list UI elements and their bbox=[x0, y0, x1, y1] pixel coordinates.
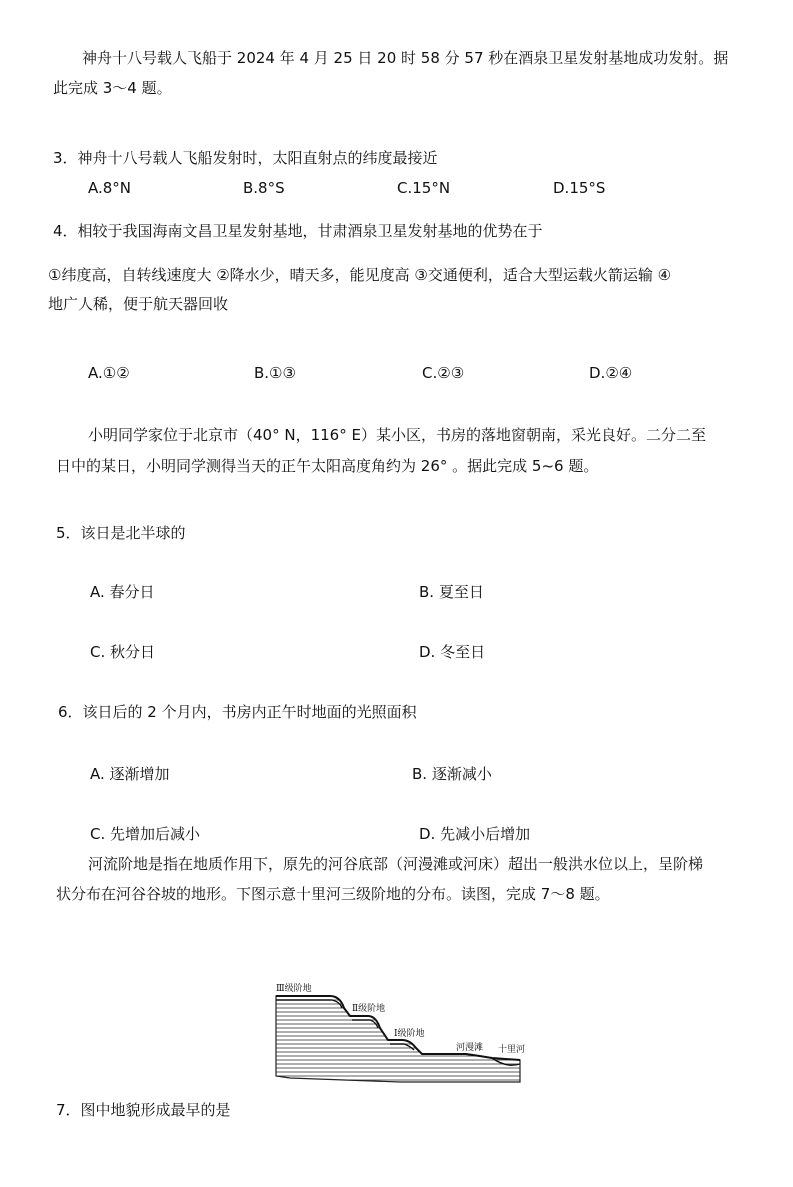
river-terrace-figure bbox=[270, 978, 530, 1093]
question-6-option-b: B. 逐渐减小 bbox=[412, 765, 492, 783]
question-4-option-b: B.①③ bbox=[254, 364, 296, 382]
question-6-option-d: D. 先减小后增加 bbox=[419, 825, 531, 843]
passage-1-line-1: 神舟十八号载人飞船于 2024 年 4 月 25 日 20 时 58 分 57 秒在酒泉卫星发射基地成功发射。据 bbox=[82, 49, 729, 67]
question-3-stem: 3．神舟十八号载人飞船发射时，太阳直射点的纬度最接近 bbox=[53, 149, 438, 167]
question-5-option-a: A. 春分日 bbox=[90, 583, 155, 601]
question-5-option-c: C. 秋分日 bbox=[90, 643, 156, 661]
question-4-option-a: A.①② bbox=[88, 364, 130, 382]
river-label: 十里河 bbox=[498, 1045, 526, 1055]
question-3-option-d: D.15°S bbox=[553, 179, 606, 197]
question-3-option-c: C.15°N bbox=[397, 179, 451, 197]
terrace-1-label: Ⅰ级阶地 bbox=[394, 1029, 425, 1039]
passage-3-line-2: 状分布在河谷谷坡的地形。下图示意十里河三级阶地的分布。读图，完成 7～8 题。 bbox=[56, 885, 610, 903]
question-3-option-b: B.8°S bbox=[243, 179, 285, 197]
terrace-3-label: Ⅲ级阶地 bbox=[276, 984, 312, 994]
question-6-option-c: C. 先增加后减小 bbox=[90, 825, 201, 843]
question-4-statements-line-2: 地广人稀，便于航天器回收 bbox=[48, 295, 229, 313]
passage-2-line-2: 日中的某日，小明同学测得当天的正午太阳高度角约为 26° 。据此完成 5~6 题。 bbox=[56, 457, 599, 475]
question-5-option-d: D. 冬至日 bbox=[419, 643, 486, 661]
question-6-stem: 6．该日后的 2 个月内，书房内正午时地面的光照面积 bbox=[58, 703, 417, 721]
question-4-option-d: D.②④ bbox=[589, 364, 633, 382]
question-4-stem: 4．相较于我国海南文昌卫星发射基地，甘肃酒泉卫星发射基地的优势在于 bbox=[53, 222, 543, 240]
question-5-option-b: B. 夏至日 bbox=[419, 583, 484, 601]
question-5-stem: 5．该日是北半球的 bbox=[56, 524, 186, 542]
question-7-stem: 7．图中地貌形成最早的是 bbox=[56, 1101, 231, 1119]
passage-3-line-1: 河流阶地是指在地质作用下，原先的河谷底部（河漫滩或河床）超出一般洪水位以上，呈阶梯 bbox=[88, 855, 704, 873]
question-3-option-a: A.8°N bbox=[88, 179, 132, 197]
question-4-statements-line-1: ①纬度高，自转线速度大 ②降水少，晴天多，能见度高 ③交通便利，适合大型运载火箭运输 ④ bbox=[48, 266, 672, 284]
passage-1-line-2: 此完成 3～4 题。 bbox=[53, 79, 172, 97]
question-6-option-a: A. 逐渐增加 bbox=[90, 765, 170, 783]
passage-2-line-1: 小明同学家位于北京市（40° N，116° E）某小区，书房的落地窗朝南，采光良好。二分二至 bbox=[88, 426, 706, 444]
floodplain-label: 河漫滩 bbox=[456, 1043, 484, 1053]
terrace-diagram bbox=[270, 978, 530, 1093]
question-4-option-c: C.②③ bbox=[422, 364, 465, 382]
terrace-2-label: Ⅱ级阶地 bbox=[352, 1004, 386, 1014]
